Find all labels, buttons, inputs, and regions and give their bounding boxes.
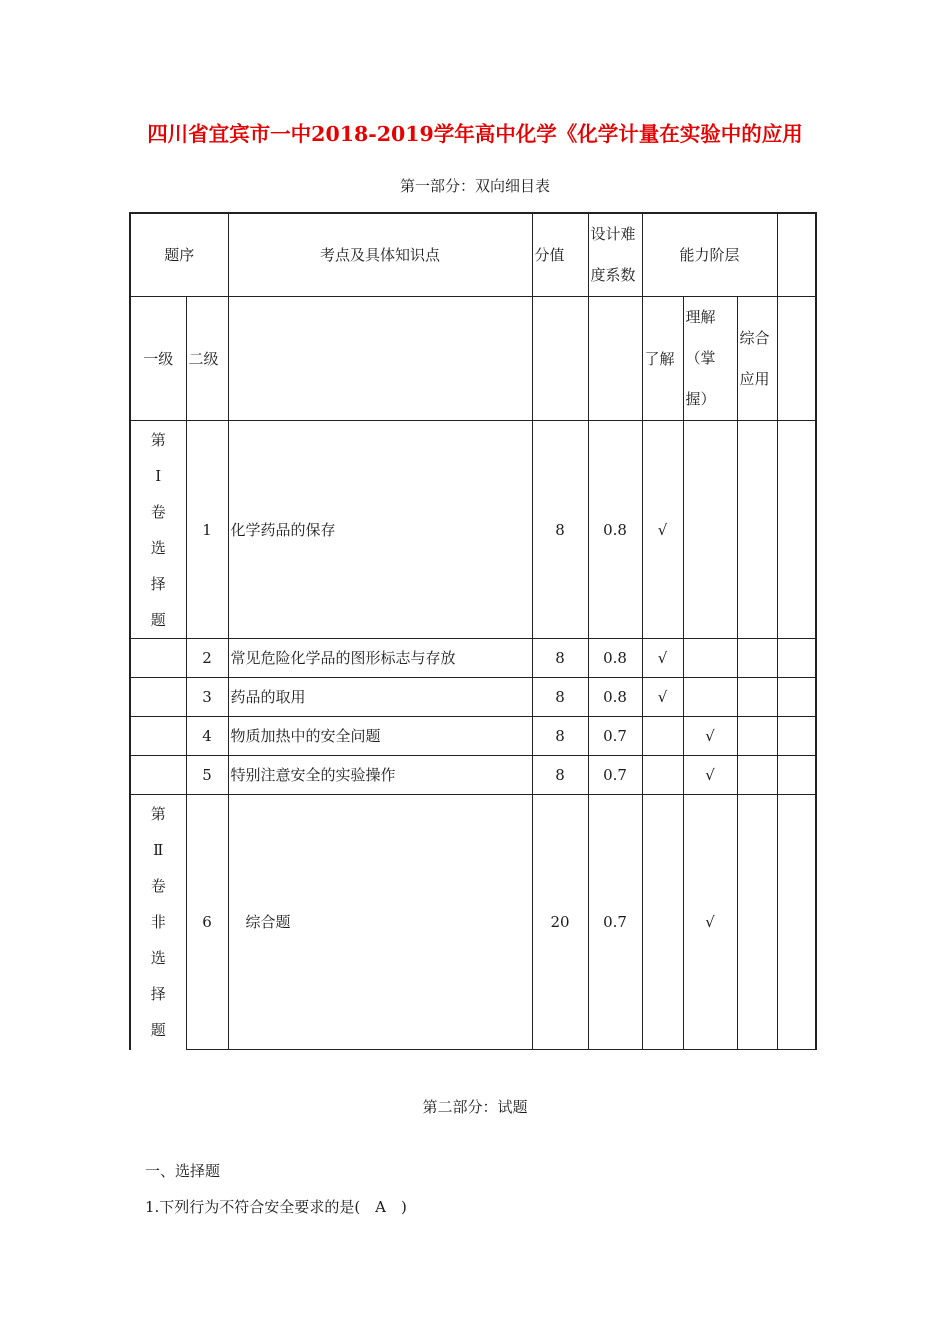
document-title: 四川省宜宾市一中2018-2019学年高中化学《化学计量在实验中的应用	[147, 122, 803, 146]
question-1: 1.下列行为不符合安全要求的是( A )	[145, 1198, 407, 1216]
section2-char: 非	[150, 913, 166, 931]
section1-char: 卷	[150, 502, 166, 521]
section2-char: 卷	[150, 877, 166, 895]
section-heading: 一、选择题	[145, 1162, 221, 1180]
part2-heading: 第二部分：试题	[422, 1098, 528, 1116]
header-blank-coef	[588, 297, 642, 421]
header-blank-extra	[777, 297, 816, 421]
row-score: 20	[532, 795, 588, 1050]
row-understand: √	[683, 756, 737, 795]
row-coef: 0.7	[588, 795, 642, 1050]
row-understand	[683, 639, 737, 678]
row-no: 6	[186, 795, 228, 1050]
row-extra	[777, 717, 816, 756]
section1-char: 选	[150, 538, 166, 557]
section2-char: 题	[150, 1021, 166, 1039]
row-coef: 0.7	[588, 717, 642, 756]
header-level2: 二级	[186, 297, 228, 421]
row-score: 8	[532, 639, 588, 678]
header-know: 了解	[642, 297, 683, 421]
row-know	[642, 717, 683, 756]
row-coef: 0.8	[588, 639, 642, 678]
section2-char: 第	[150, 805, 166, 823]
row-no: 1	[186, 421, 228, 639]
row-coef: 0.7	[588, 756, 642, 795]
row-no: 3	[186, 678, 228, 717]
header-understand-line3: 握）	[685, 390, 716, 408]
row-apply	[737, 795, 777, 1050]
header-blank-score	[532, 297, 588, 421]
row-apply	[737, 421, 777, 639]
row-extra	[777, 756, 816, 795]
section2-char: 择	[150, 985, 166, 1003]
row-extra	[777, 678, 816, 717]
header-blank-points	[228, 297, 532, 421]
header-apply-line1: 综合	[739, 328, 770, 347]
row-topic: 物质加热中的安全问题	[228, 717, 532, 756]
header-understand-line2: （掌	[685, 349, 716, 367]
row-apply	[737, 756, 777, 795]
header-understand-line1: 理解	[685, 308, 716, 326]
header-score: 分值	[532, 213, 588, 297]
row-know	[642, 756, 683, 795]
section1-char: 题	[150, 610, 166, 629]
header-apply-line2: 应用	[739, 369, 770, 388]
spec-table	[129, 212, 817, 1050]
section2-char: Ⅱ	[153, 841, 164, 859]
header-difficulty-line1: 设计难	[590, 225, 636, 243]
row-understand: √	[683, 795, 737, 1050]
row-understand	[683, 421, 737, 639]
header-points: 考点及具体知识点	[228, 213, 532, 297]
section2-char: 选	[150, 949, 166, 967]
section1-char: Ⅰ	[155, 466, 162, 485]
row-score: 8	[532, 756, 588, 795]
section1-char: 择	[150, 574, 166, 593]
row-know: √	[642, 421, 683, 639]
section1-label	[130, 421, 186, 639]
row-apply	[737, 639, 777, 678]
header-difficulty-line2: 度系数	[590, 266, 636, 284]
row-score: 8	[532, 717, 588, 756]
row-understand: √	[683, 717, 737, 756]
header-extra	[777, 213, 816, 297]
row-extra	[777, 639, 816, 678]
row-no: 2	[186, 639, 228, 678]
section1-char: 第	[150, 430, 166, 449]
row-score: 8	[532, 678, 588, 717]
header-seq: 题序	[130, 213, 228, 297]
row-section-blank	[130, 717, 186, 756]
row-know: √	[642, 678, 683, 717]
part1-heading: 第一部分：双向细目表	[399, 177, 550, 195]
row-know: √	[642, 639, 683, 678]
row-extra	[777, 421, 816, 639]
row-coef: 0.8	[588, 421, 642, 639]
row-no: 4	[186, 717, 228, 756]
row-topic: 特别注意安全的实验操作	[228, 756, 532, 795]
row-no: 5	[186, 756, 228, 795]
header-understand	[683, 297, 737, 421]
row-section-blank	[130, 639, 186, 678]
header-level1: 一级	[130, 297, 186, 421]
row-apply	[737, 678, 777, 717]
header-difficulty	[588, 213, 642, 297]
row-section-blank	[130, 678, 186, 717]
row-topic: 综合题	[228, 795, 532, 1050]
header-ability: 能力阶层	[642, 213, 777, 297]
row-coef: 0.8	[588, 678, 642, 717]
row-apply	[737, 717, 777, 756]
row-topic: 化学药品的保存	[228, 421, 532, 639]
row-score: 8	[532, 421, 588, 639]
row-extra	[777, 795, 816, 1050]
header-apply	[737, 297, 777, 421]
row-topic: 常见危险化学品的图形标志与存放	[228, 639, 532, 678]
row-know	[642, 795, 683, 1050]
row-section-blank	[130, 756, 186, 795]
row-topic: 药品的取用	[228, 678, 532, 717]
section2-label	[130, 795, 186, 1050]
row-understand	[683, 678, 737, 717]
